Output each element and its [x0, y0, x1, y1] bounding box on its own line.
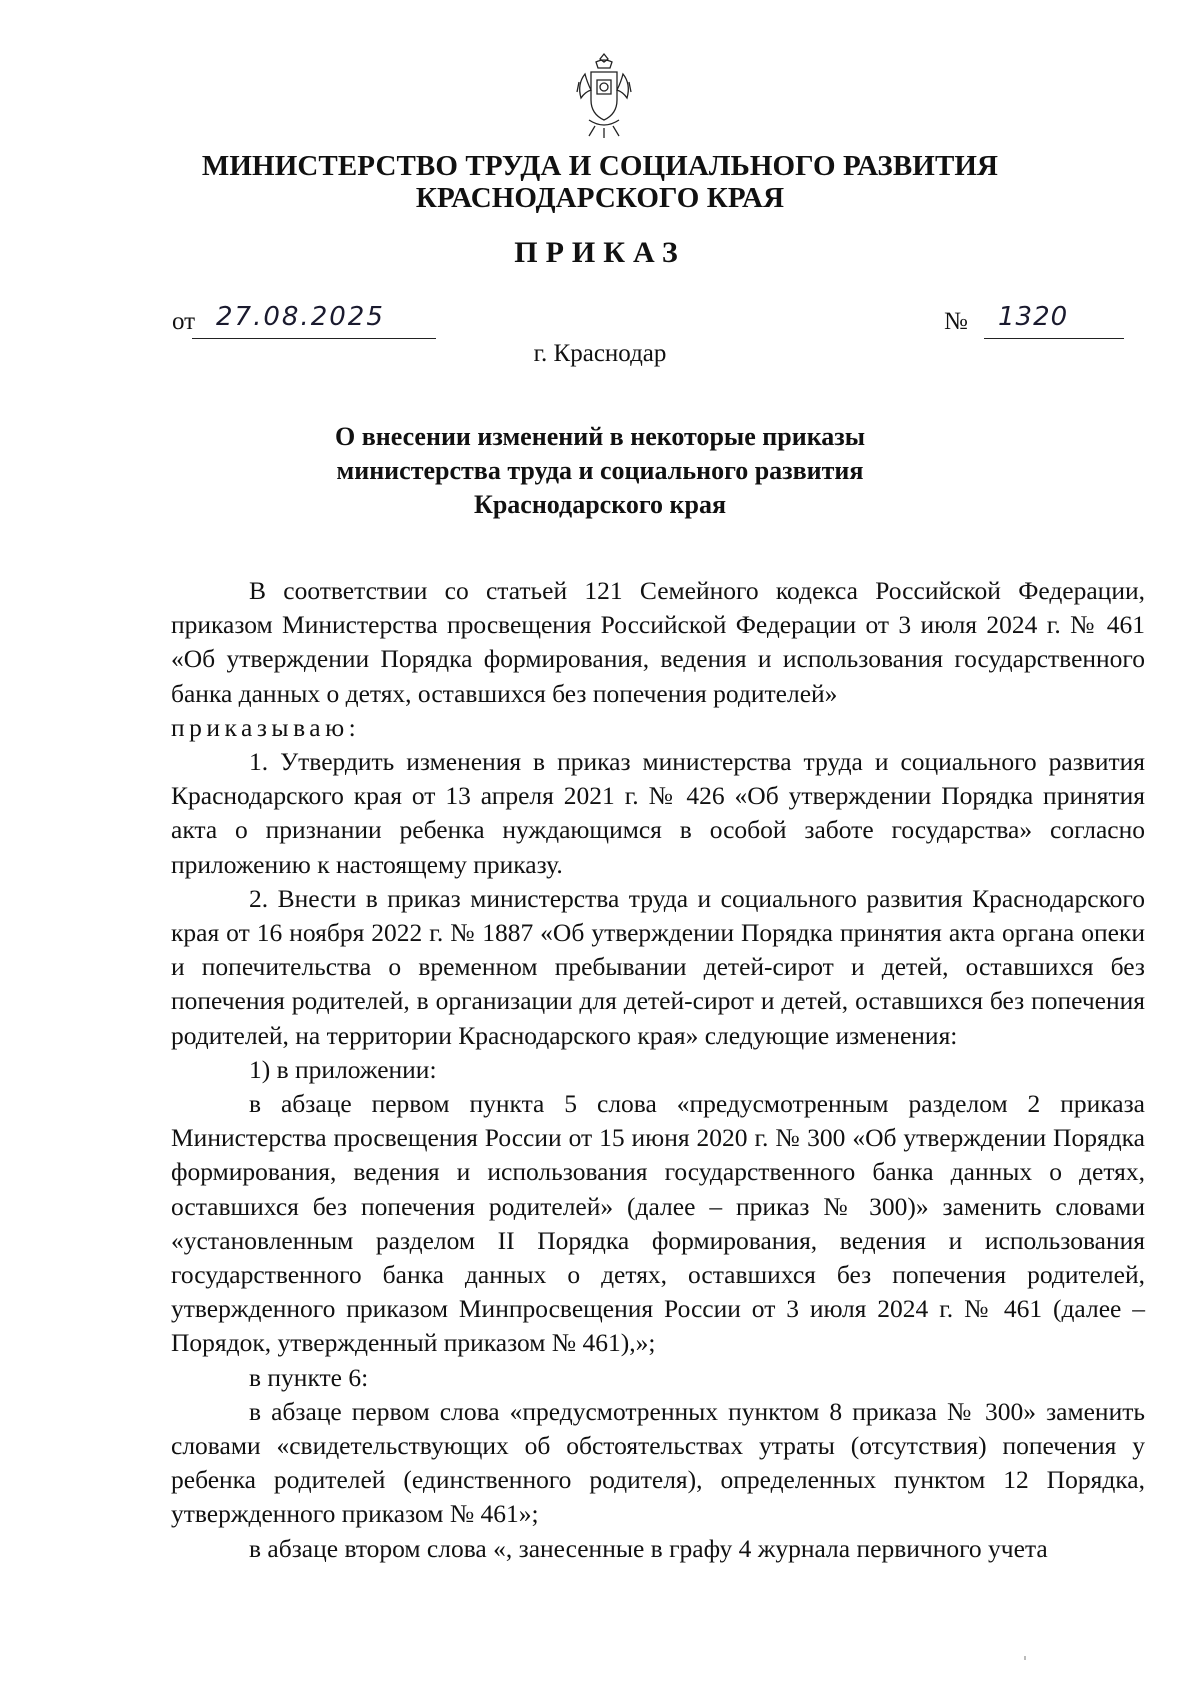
title-line3: Краснодарского края	[473, 490, 727, 519]
number-prefix: №	[944, 308, 968, 335]
paragraph-order-word: приказываю:	[171, 712, 361, 742]
paragraph-point-6-first: в абзаце первом слова «предусмотренных пунктом 8 приказа № 300» заменить словами «свидетельствующих об обстоятельствах утраты (отсутствия) попечения у ребенка родителей (единственного родителя), определенных пунктом 12 Порядка, утвержденного приказом № 461»;	[171, 1396, 1145, 1529]
organization-name-line2: КРАСНОДАРСКОГО КРАЯ	[415, 182, 785, 214]
number-line	[984, 304, 1124, 339]
paragraph-preamble: В соответствии со статьей 121 Семейного кодекса Российской Федерации, приказом Министерства просвещения Российской Федерации от 3 июля 2024 г. № 461 «Об утверждении Порядка формирования, ведения и использования государственного банка данных о детях, оставшихся без попечения родителей»	[171, 576, 1145, 708]
coat-of-arms-icon	[575, 52, 633, 140]
paragraph-item-2: 2. Внести в приказ министерства труда и социального развития Краснодарского края от 16 ноября 2022 г. № 1887 «Об утверждении Порядка принятия акта органа опеки и попечительства о временном пребывании детей-сирот и детей, оставшихся без попечения родителей, в организации для детей-сирот и детей, оставшихся без попечения родителей, на территории Краснодарского края» следующие изменения:	[171, 883, 1145, 1050]
handwritten-number: 1320	[998, 302, 1069, 332]
paragraph-point-6-second: в абзаце втором слова «, занесенные в графу 4 журнала первичного учета	[249, 1533, 1048, 1563]
document-title	[250, 420, 950, 522]
date-line	[192, 304, 436, 339]
paragraph-subitem-1: 1) в приложении:	[249, 1054, 437, 1084]
document-body	[171, 574, 1145, 1566]
date-number-row	[0, 300, 1200, 340]
handwritten-date: 27.08.2025	[216, 302, 385, 332]
scan-speck	[1024, 1656, 1026, 1660]
organization-name	[150, 150, 1050, 214]
title-line2: министерства труда и социального развития	[336, 456, 864, 485]
city: г. Краснодар	[533, 340, 667, 367]
title-line1: О внесении изменений в некоторые приказы	[334, 422, 866, 451]
paragraph-item-1: 1. Утвердить изменения в приказ министерства труда и социального развития Краснодарского края от 13 апреля 2021 г. № 426 «Об утверждении Порядка принятия акта о признании ребенка нуждающимся в особой заботе государства» согласно приложению к настоящему приказу.	[171, 747, 1145, 879]
paragraph-point-5: в абзаце первом пункта 5 слова «предусмотренным разделом 2 приказа Министерства просвещения России от 15 июня 2020 г. № 300 «Об утверждении Порядка формирования, ведения и использования государственного банка данных о детях, оставшихся без попечения родителей» (далее – приказ № 300)» заменить словами «установленным разделом II Порядка формирования, ведения и использования государственного банка данных о детях, оставшихся без попечения родителей, утвержденного приказом Минпросвещения России от 3 июля 2024 г. № 461 (далее – Порядок, утвержденный приказом № 461),»;	[171, 1089, 1145, 1358]
paragraph-point-6: в пункте 6:	[249, 1362, 369, 1392]
organization-name-line1: МИНИСТЕРСТВО ТРУДА И СОЦИАЛЬНОГО РАЗВИТИЯ	[201, 150, 999, 182]
date-prefix: от	[172, 308, 196, 335]
document-type: ПРИКАЗ	[514, 236, 686, 269]
